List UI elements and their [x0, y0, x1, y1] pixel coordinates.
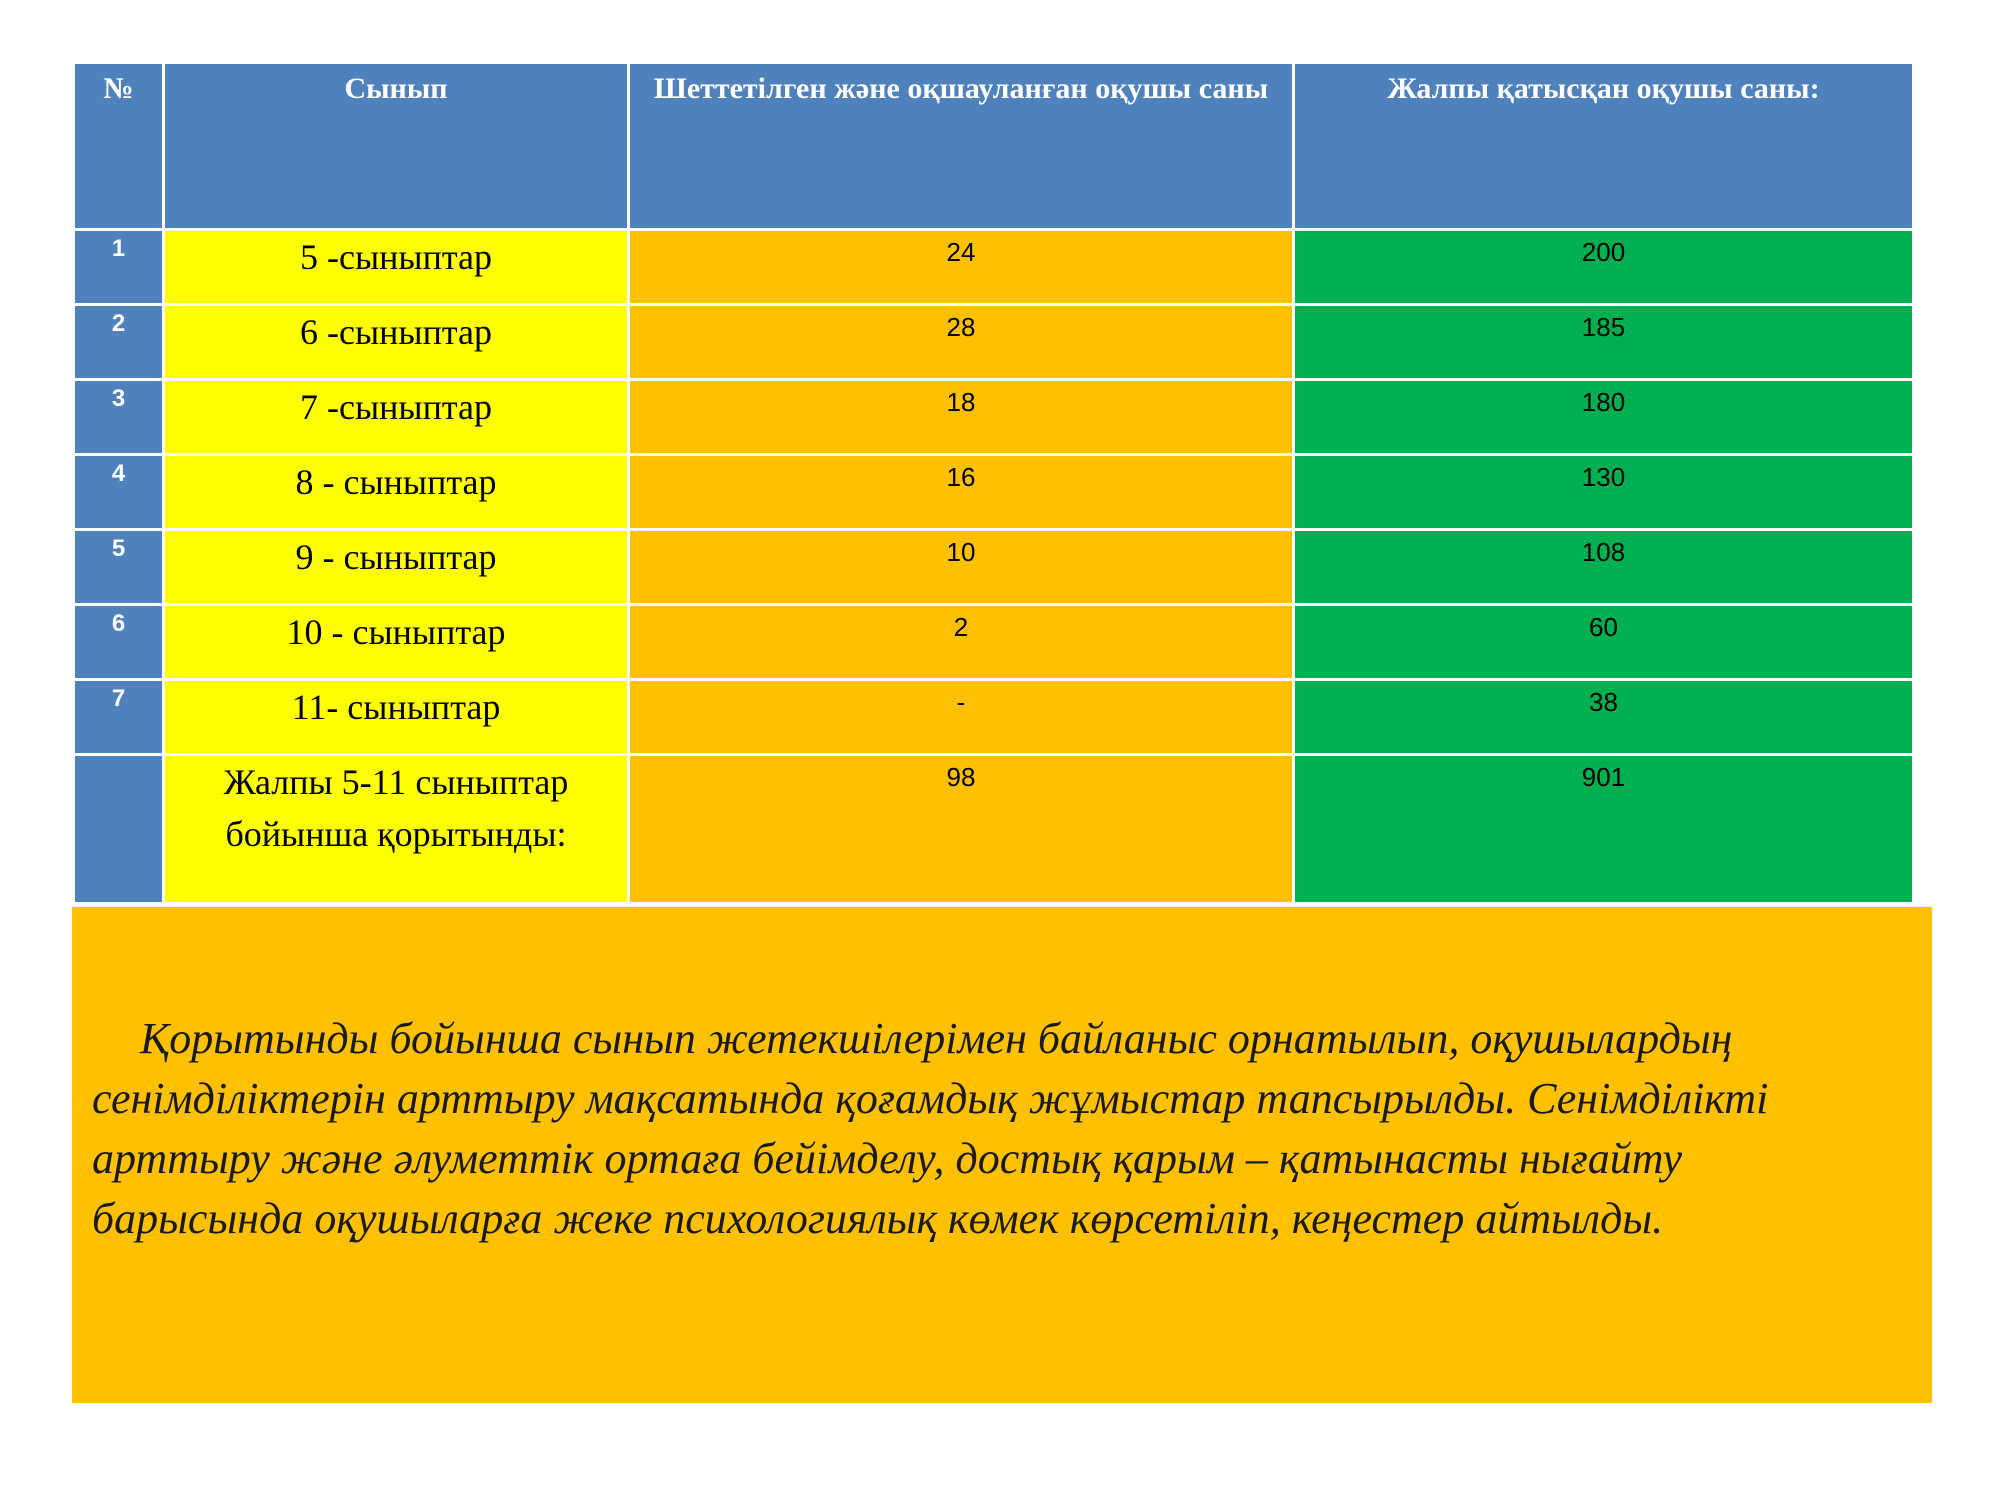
table-row	[74, 455, 1914, 530]
table-row	[74, 305, 1914, 380]
row-number: 6	[74, 605, 164, 680]
row-isolated-count: 18	[629, 380, 1294, 455]
table-row	[74, 230, 1914, 305]
row-number: 3	[74, 380, 164, 455]
row-class: 6 -сыныптар	[164, 305, 629, 380]
row-number: 7	[74, 680, 164, 755]
row-total-count: 180	[1294, 380, 1914, 455]
row-isolated-count: 2	[629, 605, 1294, 680]
header-number: №	[74, 63, 164, 230]
table-row	[74, 380, 1914, 455]
row-total-count: 108	[1294, 530, 1914, 605]
row-total-count: 130	[1294, 455, 1914, 530]
row-isolated-count: 28	[629, 305, 1294, 380]
summary-number	[74, 755, 164, 904]
table-row	[74, 605, 1914, 680]
summary-total-count: 901	[1294, 755, 1914, 904]
summary-isolated-count: 98	[629, 755, 1294, 904]
row-number: 5	[74, 530, 164, 605]
header-class: Сынып	[164, 63, 629, 230]
summary-row	[74, 755, 1914, 904]
student-stats-table	[72, 61, 1915, 905]
row-isolated-count: 16	[629, 455, 1294, 530]
row-isolated-count: 10	[629, 530, 1294, 605]
row-total-count: 200	[1294, 230, 1914, 305]
row-number: 1	[74, 230, 164, 305]
row-total-count: 185	[1294, 305, 1914, 380]
row-number: 4	[74, 455, 164, 530]
row-class: 8 - сыныптар	[164, 455, 629, 530]
table-row	[74, 680, 1914, 755]
row-class: 5 -сыныптар	[164, 230, 629, 305]
row-total-count: 60	[1294, 605, 1914, 680]
conclusion-text: Қорытынды бойынша сынып жетекшілерімен байланыс орнатылып, оқушылардың сенімділіктерін арттыру мақсатында қоғамдық жұмыстар тапсырылды. Сенімділікті арттыру және әлуметтік ортаға бейімделу, достық қарым – қатынасты нығайту барысында оқушыларға жеке психологиялық көмек көрсетіліп, кеңестер айтылды.	[92, 1014, 1769, 1243]
row-number: 2	[74, 305, 164, 380]
conclusion-box	[72, 907, 1932, 1403]
row-isolated-count: 24	[629, 230, 1294, 305]
header-isolated-count: Шеттетілген және оқшауланған оқушы саны	[629, 63, 1294, 230]
row-class: 7 -сыныптар	[164, 380, 629, 455]
row-isolated-count: -	[629, 680, 1294, 755]
table-row	[74, 530, 1914, 605]
summary-label: Жалпы 5-11 сыныптар бойынша қорытынды:	[164, 755, 629, 904]
table-header-row	[74, 63, 1914, 230]
row-class: 11- сыныптар	[164, 680, 629, 755]
row-total-count: 38	[1294, 680, 1914, 755]
row-class: 9 - сыныптар	[164, 530, 629, 605]
header-total-count: Жалпы қатысқан оқушы саны:	[1294, 63, 1914, 230]
row-class: 10 - сыныптар	[164, 605, 629, 680]
